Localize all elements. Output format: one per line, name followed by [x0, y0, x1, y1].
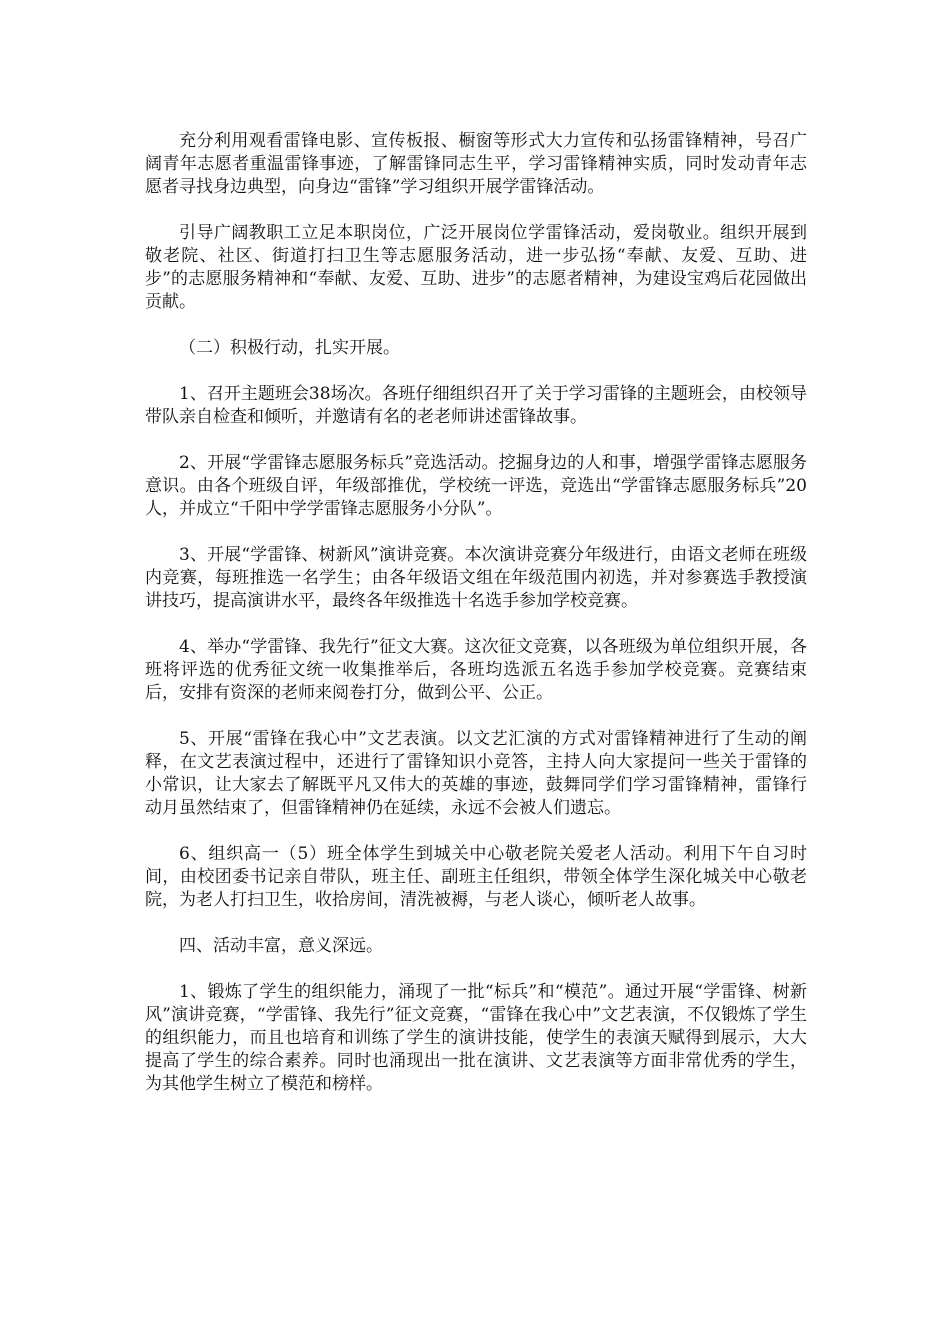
- paragraph-item-theme-meeting: 1、召开主题班会38场次。各班仔细组织召开了关于学习雷锋的主题班会，由校领导带队亲自检查和倾听，并邀请有名的老老师讲述雷锋故事。: [145, 384, 807, 427]
- document-page: [145, 130, 807, 1119]
- paragraph-staff-volunteer: 引导广阔教职工立足本职岗位，广泛开展岗位学雷锋活动，爱岗敬业。组织开展到敬老院、社区、街道打扫卫生等志愿服务活动，进一步弘扬“奉献、友爱、互助、进步”的志愿服务精神和“奉献、友爱、互助、进步”的志愿者精神，为建设宝鸡后花园做出贡献。: [145, 223, 807, 312]
- paragraph-item-volunteer-model: 2、开展“学雷锋志愿服务标兵”竞选活动。挖掘身边的人和事，增强学雷锋志愿服务意识。由各个班级自评，年级部推优，学校统一评选，竞选出“学雷锋志愿服务标兵”20人，并成立“千阳中学学雷锋志愿服务小分队”。: [145, 453, 807, 519]
- paragraph-item-speech-contest: 3、开展“学雷锋、树新风”演讲竞赛。本次演讲竞赛分年级进行，由语文老师在班级内竞赛，每班推选一名学生；由各年级语文组在年级范围内初选，并对参赛选手教授演讲技巧，提高演讲水平，最终各年级推选十名选手参加学校竞赛。: [145, 545, 807, 611]
- section-heading-active-action: （二）积极行动，扎实开展。: [179, 338, 400, 358]
- paragraph-item-organization-ability: 1、锻炼了学生的组织能力，涌现了一批“标兵”和“模范”。通过开展“学雷锋、树新风”演讲竞赛，“学雷锋、我先行”征文竞赛，“雷锋在我心中”文艺表演，不仅锻炼了学生的组织能力，而且也培育和训练了学生的演讲技能，使学生的表演天赋得到展示，大大提高了学生的综合素养。同时也涌现出一批在演讲、文艺表演等方面非常优秀的学生，为其他学生树立了模范和榜样。: [145, 982, 807, 1094]
- section-heading-significance: 四、活动丰富，意义深远。: [179, 936, 383, 956]
- paragraph-item-art-performance: 5、开展“雷锋在我心中”文艺表演。以文艺汇演的方式对雷锋精神进行了生动的阐释，在文艺表演过程中，还进行了雷锋知识小竞答，主持人向大家提问一些关于雷锋的小常识，让大家去了解既平凡又伟大的英雄的事迹，鼓舞同学们学习雷锋精神，雷锋行动月虽然结束了，但雷锋精神仍在延续，永远不会被人们遗忘。: [145, 729, 807, 818]
- paragraph-item-nursing-home: 6、组织高一（5）班全体学生到城关中心敬老院关爱老人活动。利用下午自习时间，由校团委书记亲自带队，班主任、副班主任组织，带领全体学生深化城关中心敬老院，为老人打扫卫生，收拾房间，清洗被褥，与老人谈心，倾听老人故事。: [145, 844, 807, 910]
- paragraph-item-essay-contest: 4、举办“学雷锋、我先行”征文大赛。这次征文竞赛，以各班级为单位组织开展，各班将评选的优秀征文统一收集推举后，各班均选派五名选手参加学校竞赛。竞赛结束后，安排有资深的老师来阅卷打分，做到公平、公正。: [145, 637, 807, 703]
- paragraph-publicity: 充分利用观看雷锋电影、宣传板报、橱窗等形式大力宣传和弘扬雷锋精神，号召广阔青年志愿者重温雷锋事迹，了解雷锋同志生平，学习雷锋精神实质，同时发动青年志愿者寻找身边典型，向身边“雷锋”学习组织开展学雷锋活动。: [145, 131, 807, 197]
